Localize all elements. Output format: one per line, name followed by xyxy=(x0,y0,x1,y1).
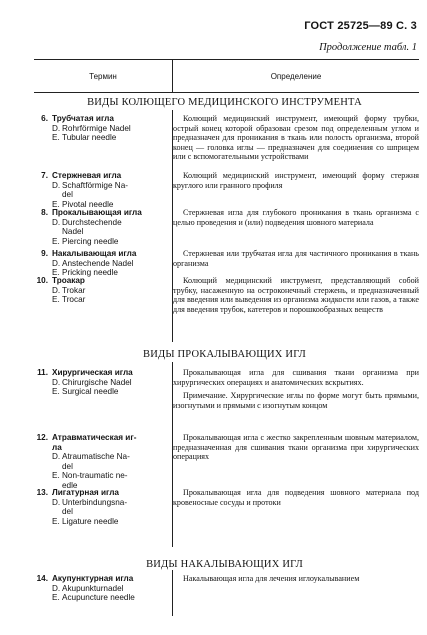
term-cell xyxy=(34,488,168,526)
term-english-line xyxy=(52,387,168,397)
term-german-continuation: del xyxy=(62,461,73,471)
term-german-continuation: del xyxy=(62,190,73,200)
term-name: Хирургическая игла xyxy=(52,368,133,377)
term-german-line xyxy=(52,124,168,134)
term-name-line xyxy=(52,114,168,124)
term-cell xyxy=(34,433,168,491)
term-english: Trocar xyxy=(62,295,86,305)
term-english-lang-label: E. xyxy=(52,387,60,397)
term-german-lang-label: D. xyxy=(52,497,61,507)
table-continuation-label: Продолжение табл. 1 xyxy=(319,42,417,53)
term-german-line xyxy=(52,498,168,508)
term-german: Rohrförmige Nadel xyxy=(62,123,131,133)
term-english: Ligature needle xyxy=(62,516,119,526)
term-english-lang-label: E. xyxy=(52,268,60,278)
term-number: 12. xyxy=(36,433,48,442)
term-number: 13. xyxy=(36,488,48,497)
term-number: 6. xyxy=(41,114,48,123)
definition-cell xyxy=(173,114,419,162)
term-german-lang-label: D. xyxy=(52,285,61,295)
definition-text: Колющий медицинский инструмент, имеющий форму стержня круглого или гранного профиля xyxy=(173,171,419,190)
term-german-line xyxy=(52,378,168,388)
term-cell xyxy=(34,368,168,397)
term-number: 14. xyxy=(36,574,48,583)
term-name-line xyxy=(52,574,168,584)
table-header xyxy=(34,59,419,93)
term-english-line xyxy=(52,295,168,305)
term-german-line xyxy=(52,181,168,191)
term-name-line xyxy=(52,488,168,498)
term-number: 7. xyxy=(41,171,48,180)
term-cell xyxy=(34,574,168,603)
term-number: 11. xyxy=(37,368,48,377)
term-name-continuation: ла xyxy=(52,442,62,452)
term-german-lang-label: D. xyxy=(52,452,61,462)
definition-cell xyxy=(173,208,419,227)
definition-text: Накалывающая игла для лечения иглоукалыванием xyxy=(183,574,360,583)
term-english-lang-label: E. xyxy=(52,516,60,526)
section-title: ВИДЫ НАКАЛЫВАЮЩИХ ИГЛ xyxy=(146,559,303,570)
definition-cell xyxy=(173,249,419,268)
term-english-lang-label: E. xyxy=(52,593,60,603)
term-german-lang-label: D. xyxy=(52,123,61,133)
definition-text: Колющий медицинский инструмент, представляющий собой трубку, насаженную на остроконечный стержень, и предназначенный для введения или выведения из организма жидкости или газов, а также для введения трубок, катетеров и порошкообразных веществ xyxy=(173,276,419,314)
term-german-lang-label: D. xyxy=(52,583,61,593)
definition-text: Стержневая или трубчатая игла для частичного проникания в ткань организма xyxy=(173,249,419,268)
term-german: Trokar xyxy=(62,285,86,295)
term-german-line xyxy=(52,259,168,269)
term-english-lang-label: E. xyxy=(52,295,60,305)
term-name: Трубчатая игла xyxy=(52,114,114,123)
term-name-line xyxy=(52,368,168,378)
definition-cell xyxy=(173,488,419,507)
term-english: Non-traumatic ne- xyxy=(62,471,128,481)
term-cell xyxy=(34,208,168,246)
definition-cell xyxy=(173,171,419,190)
term-cell xyxy=(34,276,168,305)
section-title: ВИДЫ ПРОКАЛЫВАЮЩИХ ИГЛ xyxy=(142,349,306,360)
term-english: Tubular needle xyxy=(62,133,117,143)
term-english: Pivotal needle xyxy=(62,199,114,209)
column-header-term: Термин xyxy=(89,71,117,81)
term-english: Acupuncture needle xyxy=(62,593,135,603)
term-name: Атравматическая иг- xyxy=(52,433,137,442)
term-cell xyxy=(34,249,168,278)
definition-text: Прокалывающая игла с жестко закрепленным шовным материалом, предназначенная для сшивания ткани организма при хирургических операциях xyxy=(173,433,419,462)
term-name: Прокалывающая игла xyxy=(52,208,142,217)
term-german-line xyxy=(52,452,168,462)
definition-text: Прокалывающая игла для сшивания ткани организма при хирургических операциях и анатомических вскрытиях. xyxy=(173,368,419,387)
section-title: ВИДЫ КОЛЮЩЕГО МЕДИЦИНСКОГО ИНСТРУМЕНТА xyxy=(87,97,362,108)
term-name-line xyxy=(52,249,168,259)
term-name-line xyxy=(52,433,168,443)
definition-text: Колющий медицинский инструмент, имеющий форму трубки, острый конец которой образован срезом под определенным углом и предназначен для проникания в ткань или полость организма, второй конец — головка иглы — предназначен для соединения со шприцем или с вспомогательными устройствами xyxy=(173,114,419,162)
term-english-line xyxy=(52,133,168,143)
term-english-line xyxy=(52,517,168,527)
term-german: Unterbindungsna- xyxy=(62,497,128,507)
term-german: Atraumatische Na- xyxy=(62,452,130,462)
definition-text: Прокалывающая игла для подведения шовного материала под кровеносные сосуды и протоки xyxy=(173,488,419,507)
term-german-continuation: del xyxy=(62,507,73,517)
term-english-line xyxy=(52,237,168,247)
term-name-line xyxy=(52,276,168,286)
page-header: ГОСТ 25725—89 С. 3 xyxy=(304,20,417,32)
term-english-continuation: edle xyxy=(62,480,78,490)
term-name: Накалывающая игла xyxy=(52,249,137,258)
term-english: Surgical needle xyxy=(62,387,119,397)
definition-cell xyxy=(173,574,419,584)
term-german-continuation: Nadel xyxy=(62,227,84,237)
term-german-lang-label: D. xyxy=(52,180,61,190)
term-german-lang-label: D. xyxy=(52,258,61,268)
term-german: Durchstechende xyxy=(62,217,122,227)
term-name: Троакар xyxy=(52,276,85,285)
term-german-lang-label: D. xyxy=(52,217,61,227)
definition-cell xyxy=(173,433,419,462)
term-name: Акупунктурная игла xyxy=(52,574,134,583)
term-english-line xyxy=(52,471,168,481)
term-english-lang-label: E. xyxy=(52,236,60,246)
definition-cell xyxy=(173,276,419,314)
term-english: Piercing needle xyxy=(62,236,119,246)
term-english-lang-label: E. xyxy=(52,133,60,143)
term-german: Chirurgische Nadel xyxy=(62,377,132,387)
term-english: Pricking needle xyxy=(62,268,118,278)
definition-cell xyxy=(173,368,419,410)
term-number: 10. xyxy=(36,276,48,285)
term-german-line xyxy=(52,286,168,296)
term-number: 8. xyxy=(41,208,48,217)
term-name: Стержневая игла xyxy=(52,171,122,180)
term-german-line xyxy=(52,584,168,594)
term-name-line xyxy=(52,208,168,218)
term-english-line xyxy=(52,593,168,603)
term-number: 9. xyxy=(41,249,48,258)
term-german-lang-label: D. xyxy=(52,377,61,387)
term-name: Лигатурная игла xyxy=(52,488,119,497)
term-english-lang-label: E. xyxy=(52,199,60,209)
term-german-line xyxy=(52,218,168,228)
term-cell xyxy=(34,171,168,209)
column-header-definition: Определение xyxy=(172,60,419,92)
term-english-lang-label: E. xyxy=(52,471,60,481)
term-cell xyxy=(34,114,168,143)
definition-note: Примечание. Хирургические иглы по форме могут быть прямыми, изогнутыми и прямыми с изогнутым концом xyxy=(173,391,419,410)
term-german: Akupunkturnadel xyxy=(62,583,124,593)
term-german: Schaftförmige Na- xyxy=(62,180,128,190)
term-name-line xyxy=(52,171,168,181)
term-german: Anstechende Nadel xyxy=(62,258,134,268)
definition-text: Стержневая игла для глубокого проникания в ткань организма с целью проведения и (или) подведения шовного материала xyxy=(173,208,419,227)
